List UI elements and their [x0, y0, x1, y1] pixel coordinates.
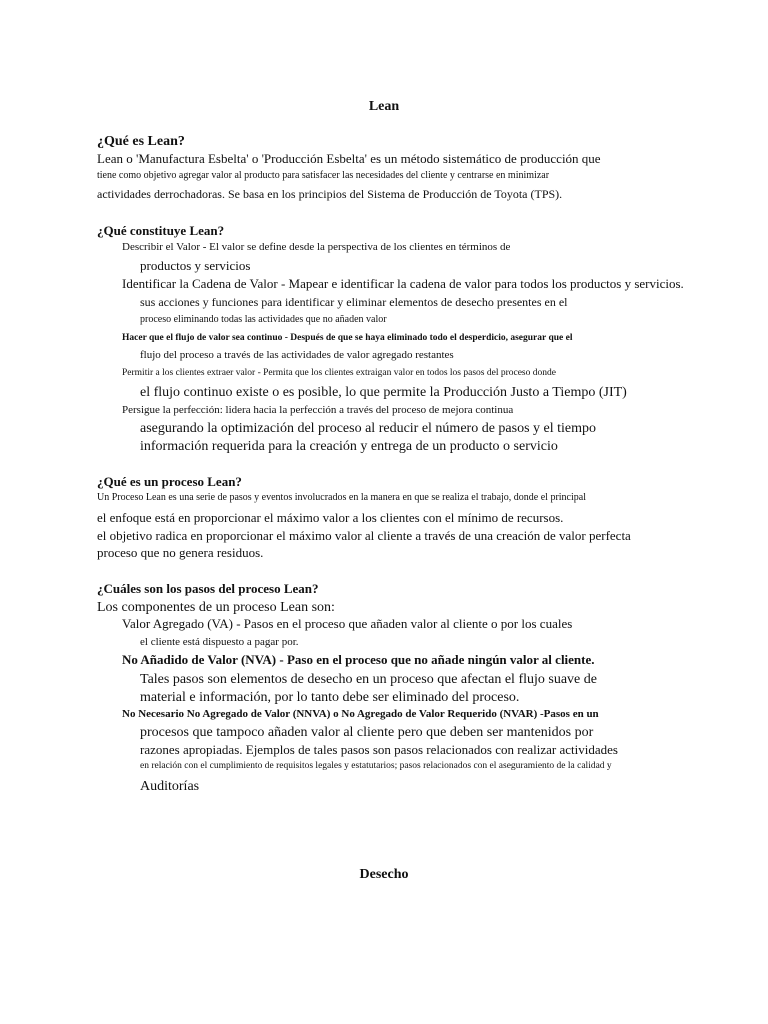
section-heading-que-constituye-lean: ¿Qué constituye Lean? — [97, 223, 225, 238]
list-item: Persigue la perfección: lidera hacia la perfección a través del proceso de mejora continua — [122, 404, 514, 416]
section-heading-pasos-proceso-lean: ¿Cuáles son los pasos del proceso Lean? — [97, 581, 319, 596]
section-title-desecho: Desecho — [359, 867, 409, 882]
paragraph-line: actividades derrochadoras. Se basa en los principios del Sistema de Producción de Toyota (TPS). — [97, 187, 563, 201]
list-item: Hacer que el flujo de valor sea continuo - Después de que se haya eliminado todo el desperdicio, asegurar que el — [122, 333, 573, 343]
paragraph-line: el objetivo radica en proporcionar el máximo valor al cliente a través de una creación de valor perfecta — [97, 528, 631, 543]
section-heading-que-es-lean: ¿Qué es Lean? — [97, 134, 185, 149]
list-item: No Añadido de Valor (NVA) - Paso en el proceso que no añade ningún valor al cliente. — [122, 652, 595, 667]
list-item: Identificar la Cadena de Valor - Mapear e identificar la cadena de valor para todos los productos y servicios. — [122, 276, 684, 291]
list-item-continuation: el flujo continuo existe o es posible, lo que permite la Producción Justo a Tiempo (JIT) — [140, 385, 627, 400]
list-item: Valor Agregado (VA) - Pasos en el proceso que añaden valor al cliente o por los cuales — [122, 616, 573, 631]
list-item-continuation: información requerida para la creación y entrega de un producto o servicio — [140, 439, 558, 454]
list-item: Permitir a los clientes extraer valor - Permita que los clientes extraigan valor en todos los pasos del proceso donde — [122, 368, 556, 378]
list-item: Describir el Valor - El valor se define desde la perspectiva de los clientes en términos de — [122, 241, 511, 253]
page-title: Lean — [368, 99, 400, 114]
list-item-continuation: proceso eliminando todas las actividades que no añaden valor — [140, 314, 387, 325]
list-item-continuation: Auditorías — [140, 779, 200, 794]
section-heading-que-es-un-proceso-lean: ¿Qué es un proceso Lean? — [97, 474, 242, 489]
paragraph-line: Lean o 'Manufactura Esbelta' o 'Producción Esbelta' es un método sistemático de producción que — [97, 151, 601, 166]
list-item-continuation: asegurando la optimización del proceso al reducir el número de pasos y el tiempo — [140, 421, 597, 436]
paragraph-line: proceso que no genera residuos. — [97, 545, 264, 560]
list-item-continuation: flujo del proceso a través de las actividades de valor agregado restantes — [140, 349, 454, 361]
paragraph-line: tiene como objetivo agregar valor al producto para satisfacer las necesidades del cliente y centrarse en minimizar — [97, 170, 550, 181]
list-item-continuation: razones apropiadas. Ejemplos de tales pasos son pasos relacionados con realizar actividades — [140, 742, 618, 757]
list-item-continuation: el cliente está dispuesto a pagar por. — [140, 636, 299, 648]
list-item-continuation: productos y servicios — [140, 258, 251, 273]
paragraph-line: Los componentes de un proceso Lean son: — [97, 600, 335, 615]
paragraph-line: el enfoque está en proporcionar el máximo valor a los clientes con el mínimo de recursos. — [97, 510, 564, 525]
list-item-continuation: Tales pasos son elementos de desecho en un proceso que afectan el flujo suave de — [140, 672, 597, 687]
list-item-continuation: en relación con el cumplimiento de requisitos legales y estatutarios; pasos relacionados con el aseguramiento de la calidad y — [140, 761, 612, 771]
list-item-continuation: material e información, por lo tanto debe ser eliminado del proceso. — [140, 690, 520, 705]
list-item-continuation: sus acciones y funciones para identificar y eliminar elementos de desecho presentes en el — [140, 295, 568, 309]
list-item: No Necesario No Agregado de Valor (NNVA) o No Agregado de Valor Requerido (NVAR) -Pasos en un — [122, 708, 599, 720]
list-item-continuation: procesos que tampoco añaden valor al cliente pero que deben ser mantenidos por — [140, 725, 594, 740]
paragraph-line: Un Proceso Lean es una serie de pasos y eventos involucrados en la manera en que se realiza el trabajo, donde el principal — [97, 492, 586, 503]
